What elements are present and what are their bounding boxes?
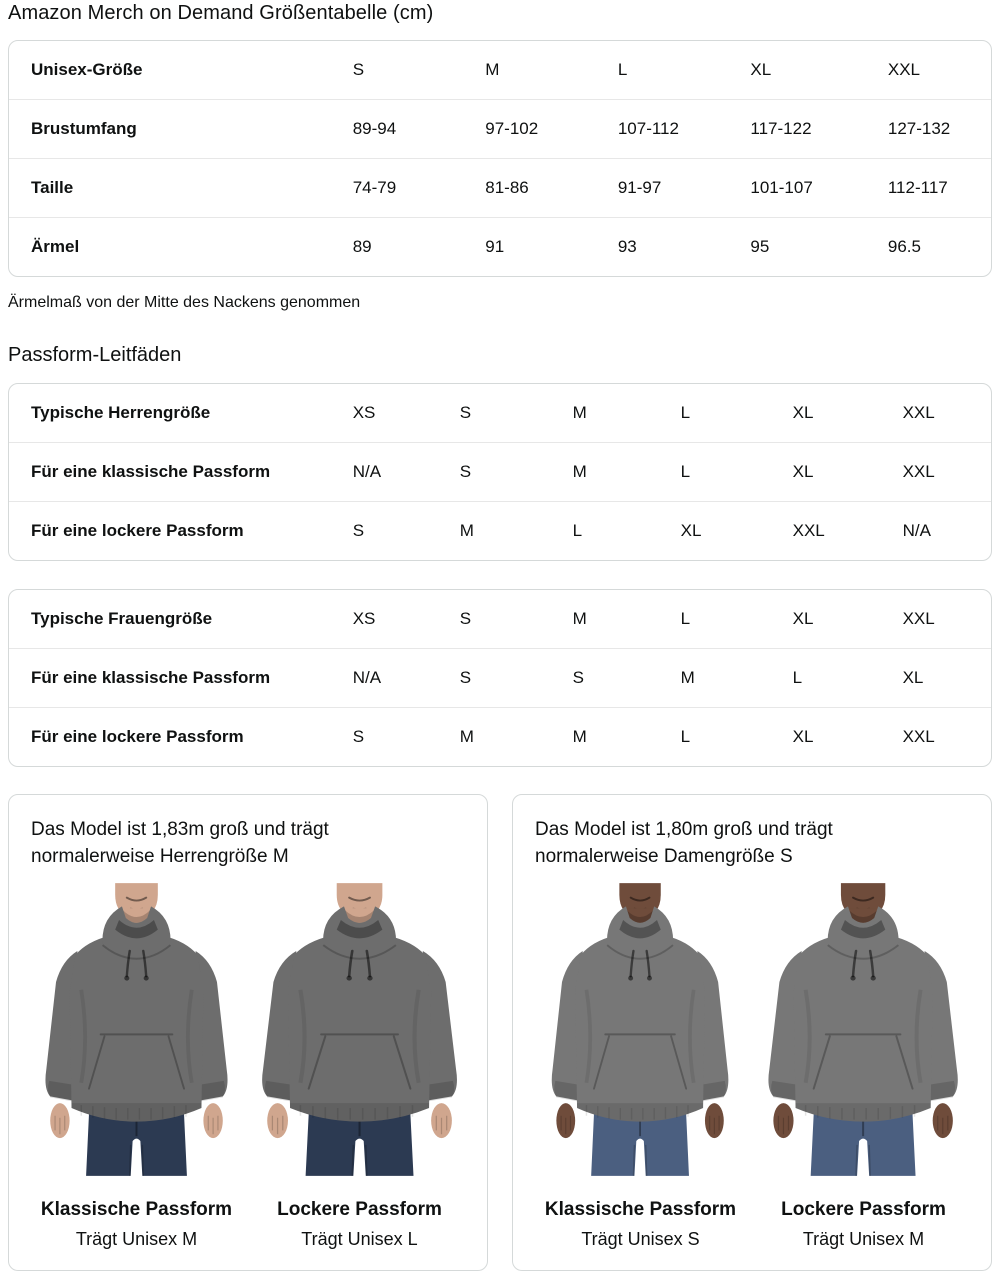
size-cell: 89 [353, 218, 486, 277]
size-cell: L [681, 443, 793, 502]
male-model-card [8, 794, 488, 1271]
table-row [9, 708, 991, 767]
size-cell: L [573, 502, 681, 561]
card-header: Das Model ist 1,83m groß und trägt normalerweise Herrengröße M [31, 819, 329, 867]
size-cell: 112-117 [888, 159, 991, 218]
size-cell: M [572, 609, 587, 628]
size-cell: L [793, 649, 903, 708]
photo-classic-fit-female [529, 878, 752, 1181]
size-cell: XL [903, 649, 991, 708]
photo-loose-fit-male [248, 878, 471, 1181]
size-cell: M [573, 443, 681, 502]
table-row [9, 100, 991, 159]
size-cell: 117-122 [750, 100, 887, 159]
size-label: Trägt Unisex M [802, 1229, 925, 1250]
male-loose-hoodie-photo [248, 878, 471, 1181]
women-fit-table [8, 589, 992, 767]
size-cell: M [572, 403, 587, 422]
size-cell: 91 [485, 218, 618, 277]
size-cell: S [460, 649, 573, 708]
size-cell: S [459, 403, 472, 422]
size-cell: S [353, 502, 460, 561]
row-label: Taille [9, 159, 353, 218]
photo-labels-row [25, 1199, 471, 1250]
unisex-size-table [8, 40, 992, 277]
size-cell: XL [793, 708, 903, 767]
size-cell: XXL [793, 502, 903, 561]
table-row [9, 41, 991, 100]
size-cell: XXL [902, 403, 935, 422]
size-cell: XL [681, 502, 793, 561]
size-cell: M [460, 708, 573, 767]
card-header: Das Model ist 1,80m groß und trägt normalerweise Damengröße S [535, 819, 833, 867]
size-cell: M [460, 502, 573, 561]
table-row [9, 502, 991, 561]
sleeve-measure-note: Ärmelmaß von der Mitte des Nackens genommen [8, 294, 361, 311]
size-cell: XS [352, 609, 376, 628]
female-loose-hoodie-photo [752, 878, 975, 1181]
size-cell: XXL [903, 443, 991, 502]
size-cell: S [573, 649, 681, 708]
male-classic-hoodie-photo [25, 878, 248, 1181]
size-cell: 89-94 [353, 100, 486, 159]
row-label: Typische Frauengröße [31, 609, 213, 628]
model-cards [8, 794, 992, 1271]
size-cell: 81-86 [485, 159, 618, 218]
men-fit-table [8, 383, 992, 561]
female-model-card [512, 794, 992, 1271]
row-label: Brustumfang [9, 100, 353, 159]
size-cell: 107-112 [618, 100, 751, 159]
size-cell: S [460, 443, 573, 502]
size-cell: 93 [618, 218, 751, 277]
photo-label [752, 1199, 975, 1250]
size-cell: N/A [353, 649, 460, 708]
photo-label [529, 1199, 752, 1250]
row-label: Für eine klassische Passform [9, 649, 353, 708]
size-label: Trägt Unisex S [581, 1229, 700, 1250]
size-cell: XL [792, 609, 814, 628]
size-cell: L [680, 609, 691, 628]
size-cell: 91-97 [618, 159, 751, 218]
size-cell: XXL [902, 609, 935, 628]
size-cell: S [352, 60, 365, 79]
size-cell: XXL [903, 708, 991, 767]
photo-classic-fit-male [25, 878, 248, 1181]
table-row [9, 384, 991, 443]
row-label: Unisex-Größe [31, 60, 143, 79]
size-cell: XS [352, 403, 376, 422]
size-cell: XL [793, 443, 903, 502]
size-cell: 74-79 [353, 159, 486, 218]
row-label: Für eine klassische Passform [9, 443, 353, 502]
size-cell: L [617, 60, 628, 79]
size-label: Trägt Unisex M [75, 1229, 198, 1250]
table-row [9, 590, 991, 649]
size-cell: M [681, 649, 793, 708]
row-label: Für eine lockere Passform [9, 502, 353, 561]
size-cell: S [353, 708, 460, 767]
table-row [9, 159, 991, 218]
row-label: Typische Herrengröße [31, 403, 211, 422]
photo-label [248, 1199, 471, 1250]
fit-label: Lockere Passform [277, 1199, 442, 1221]
photo-labels-row [529, 1199, 975, 1250]
row-label: Ärmel [9, 218, 353, 277]
photo-loose-fit-female [752, 878, 975, 1181]
size-cell: 127-132 [888, 100, 991, 159]
size-cell: M [485, 60, 500, 79]
size-cell: 97-102 [485, 100, 618, 159]
fit-label: Klassische Passform [40, 1199, 233, 1221]
size-cell: 95 [750, 218, 887, 277]
size-cell: XL [750, 60, 772, 79]
photo-row [529, 878, 975, 1181]
photo-row [25, 878, 471, 1181]
table-row [9, 649, 991, 708]
fit-label: Klassische Passform [544, 1199, 737, 1221]
table-row [9, 218, 991, 277]
size-cell: L [680, 403, 691, 422]
page-title: Amazon Merch on Demand Größentabelle (cm) [8, 2, 434, 24]
size-cell: M [573, 708, 681, 767]
size-cell: L [681, 708, 793, 767]
size-cell: XXL [887, 60, 920, 79]
photo-label [25, 1199, 248, 1250]
size-cell: N/A [903, 502, 991, 561]
size-cell: 96.5 [888, 218, 991, 277]
table-row [9, 443, 991, 502]
size-cell: S [459, 609, 472, 628]
female-classic-hoodie-photo [529, 878, 752, 1181]
row-label: Für eine lockere Passform [9, 708, 353, 767]
size-cell: N/A [353, 443, 460, 502]
fit-label: Lockere Passform [781, 1199, 946, 1221]
size-cell: XL [792, 403, 814, 422]
fit-guides-heading: Passform-Leitfäden [8, 344, 182, 366]
size-label: Trägt Unisex L [301, 1229, 418, 1250]
size-cell: 101-107 [750, 159, 887, 218]
